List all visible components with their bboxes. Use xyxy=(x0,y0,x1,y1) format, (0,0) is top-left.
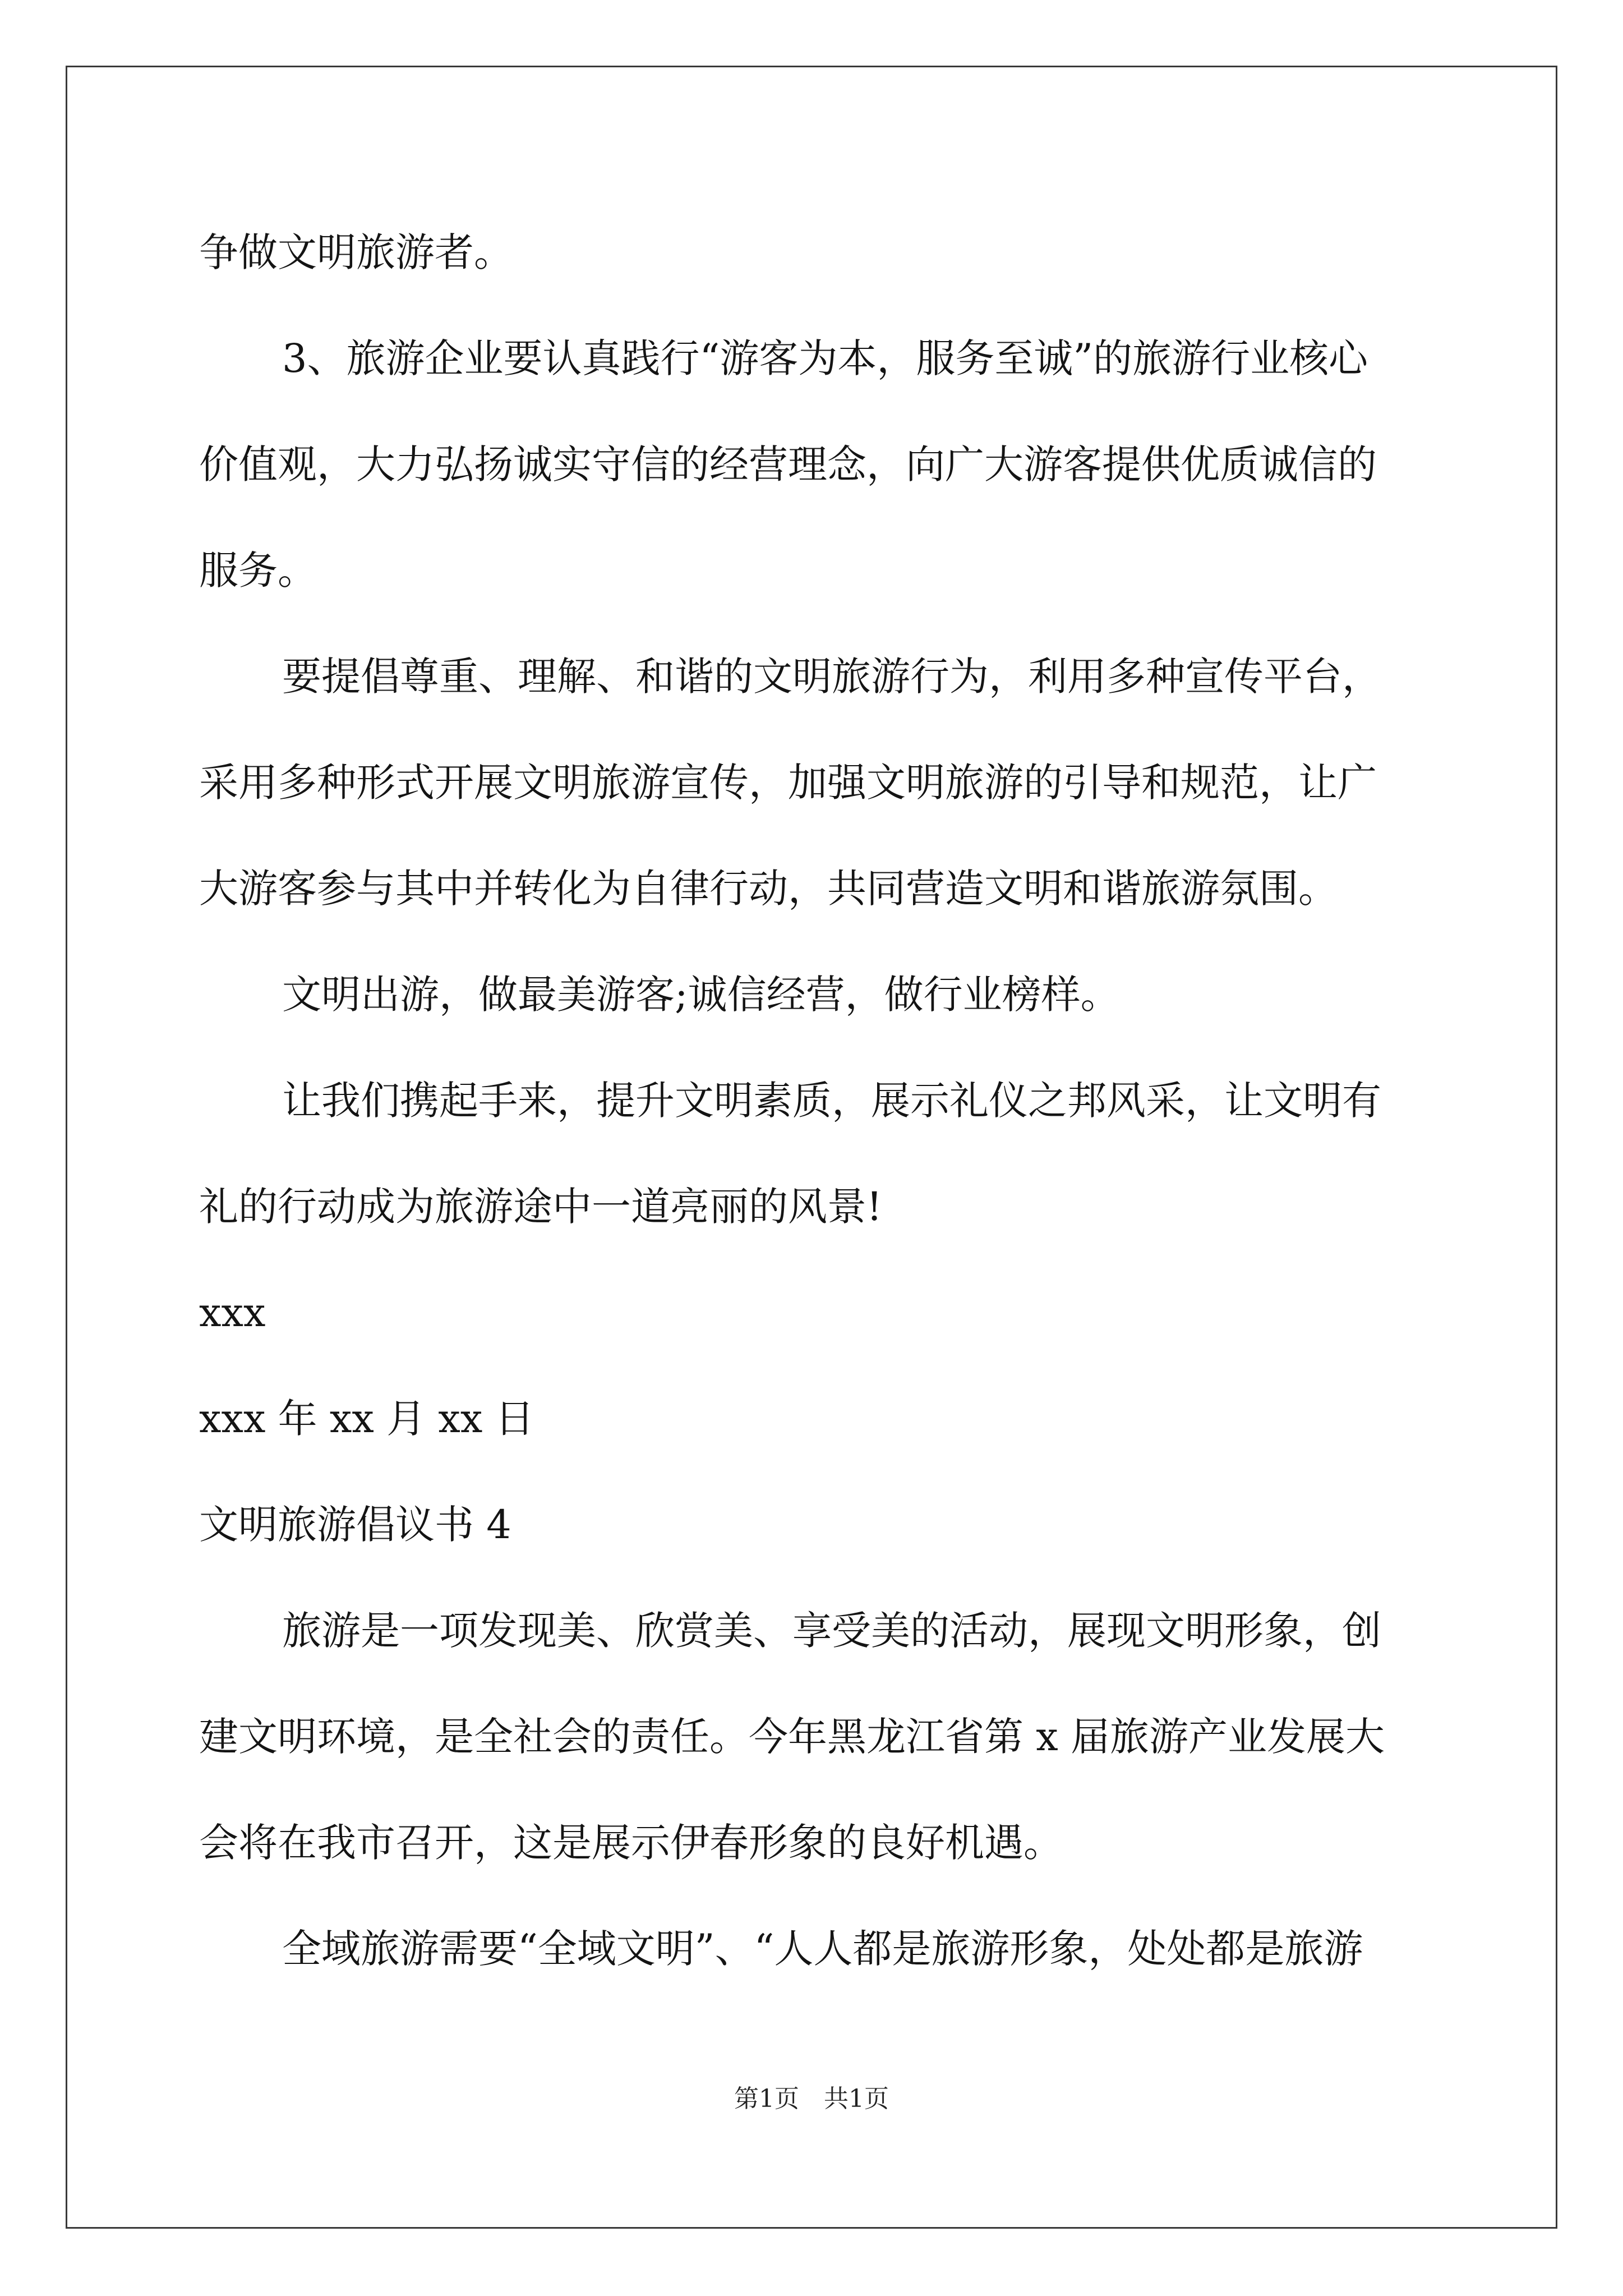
text-line: 会将在我市召开，这是展示伊春形象的良好机遇。 xyxy=(199,1820,1063,1866)
paragraph-first-line: 要提倡尊重、理解、和谐的文明旅游行为，利用多种宣传平台， xyxy=(282,654,1381,700)
text-line: 大游客参与其中并转化为自律行动，共同营造文明和谐旅游氛围。 xyxy=(199,866,1338,912)
page-border xyxy=(66,66,1557,2229)
text-line: 价值观，大力弘扬诚实守信的经营理念，向广大游客提供优质诚信的 xyxy=(199,441,1377,487)
paragraph-first-line: 让我们携起手来，提升文明素质，展示礼仪之邦风采，让文明有 xyxy=(282,1078,1381,1124)
text-line: 礼的行动成为旅游途中一道亮丽的风景! xyxy=(199,1184,883,1230)
signature-line: xxx xyxy=(199,1290,266,1336)
page-footer: 第1页 共1页 xyxy=(734,2085,889,2113)
paragraph-first-line: 文明出游，做最美游客;诚信经营，做行业榜样。 xyxy=(282,972,1120,1018)
text-line: 建文明环境，是全社会的责任。今年黑龙江省第 x 届旅游产业发展大 xyxy=(199,1714,1385,1760)
section-title: 文明旅游倡议书 4 xyxy=(199,1502,511,1548)
text-line: 争做文明旅游者。 xyxy=(199,229,513,275)
date-line: xxx 年 xx 月 xx 日 xyxy=(199,1396,534,1442)
text-line: 采用多种形式开展文明旅游宣传，加强文明旅游的引导和规范，让广 xyxy=(199,760,1377,806)
paragraph-first-line: 3、旅游企业要认真践行“游客为本，服务至诚”的旅游行业核心 xyxy=(282,335,1368,381)
paragraph-first-line: 全域旅游需要“全域文明”、“人人都是旅游形象，处处都是旅游 xyxy=(282,1926,1363,1972)
text-line: 服务。 xyxy=(199,547,317,593)
paragraph-first-line: 旅游是一项发现美、欣赏美、享受美的活动，展现文明形象，创 xyxy=(282,1608,1381,1654)
